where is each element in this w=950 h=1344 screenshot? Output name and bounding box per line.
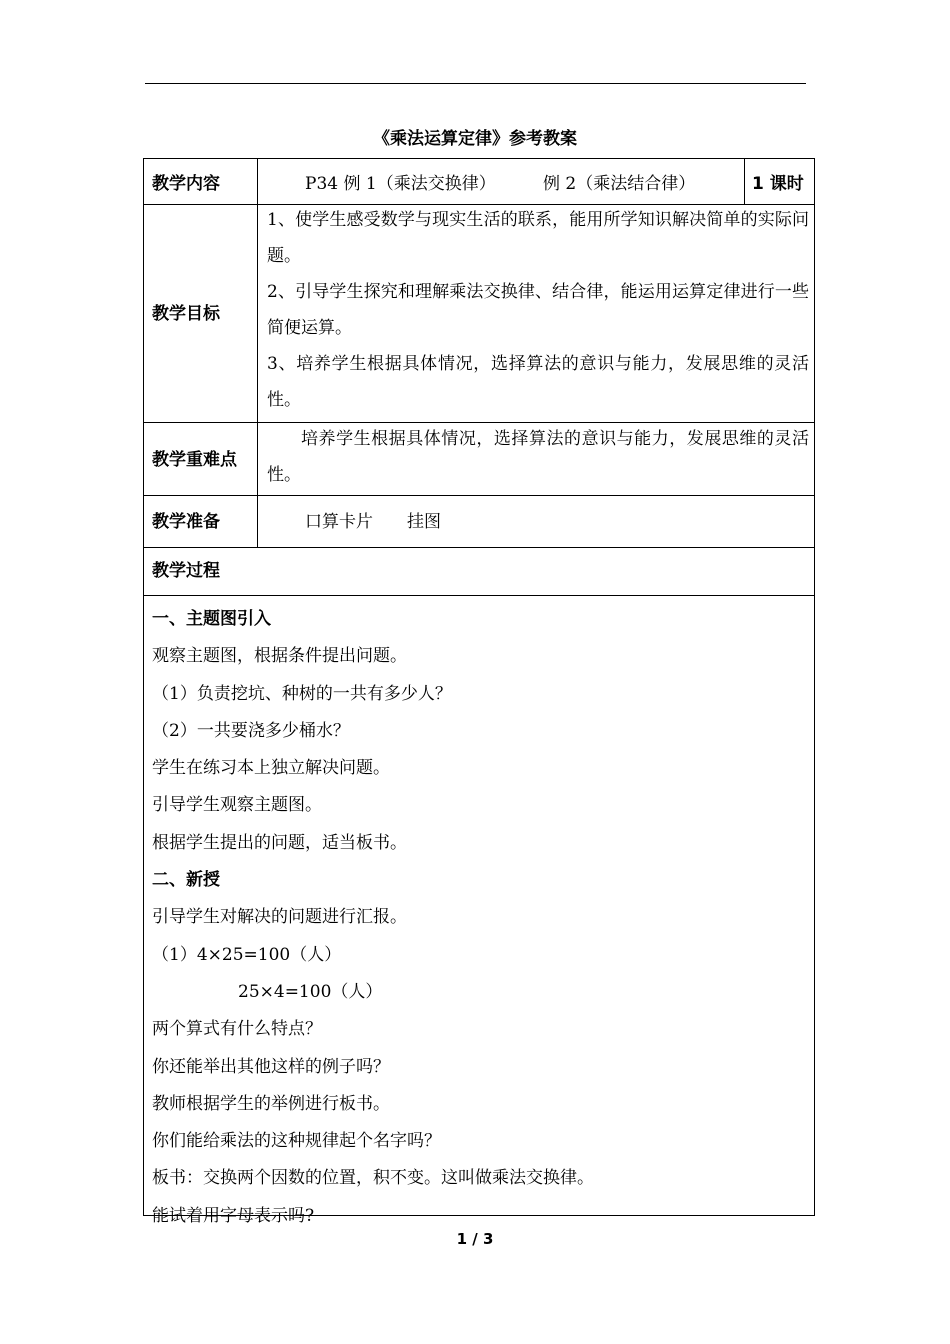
- process-line: 观察主题图，根据条件提出问题。: [152, 646, 407, 667]
- section-heading: 一、主题图引入: [152, 609, 271, 629]
- key-points-text: 培养学生根据具体情况，选择算法的意识与能力，发展思维的灵活性。: [267, 429, 809, 485]
- header-rule: [145, 83, 806, 84]
- column-divider: [744, 159, 745, 204]
- row-divider: [144, 595, 814, 596]
- process-line: 两个算式有什么特点？: [152, 1019, 322, 1040]
- content-example-2: 例 2（乘法结合律）: [543, 174, 696, 194]
- class-hours: 1 课时: [752, 174, 804, 194]
- goal-item: 2、引导学生探究和理解乘法交换律、结合律，能运用运算定律进行一些简便运算。: [267, 282, 809, 338]
- process-line: 引导学生观察主题图。: [152, 795, 322, 816]
- process-line: 你还能举出其他这样的例子吗？: [152, 1056, 390, 1077]
- process-line: 学生在练习本上独立解决问题。: [152, 758, 390, 779]
- process-line: 能试着用字母表示吗?: [152, 1205, 315, 1226]
- key-points-label: 教学重难点: [152, 450, 237, 470]
- process-body: [152, 601, 806, 1235]
- goals-label: 教学目标: [152, 304, 220, 324]
- content-label: 教学内容: [152, 174, 220, 194]
- document-title: 《乘法运算定律》参考教案: [373, 129, 577, 149]
- goal-item: 1、使学生感受数学与现实生活的联系，能用所学知识解决简单的实际问题。: [267, 210, 809, 266]
- section-heading: 二、新授: [152, 870, 220, 891]
- process-line: 你们能给乘法的这种规律起个名字吗？: [152, 1131, 441, 1152]
- row-divider: [144, 547, 814, 548]
- goal-item: 3、培养学生根据具体情况，选择算法的意识与能力，发展思维的灵活性。: [267, 354, 809, 410]
- process-line: （2）一共要浇多少桶水？: [152, 720, 350, 741]
- process-line: 板书：交换两个因数的位置，积不变。这叫做乘法交换律。: [152, 1168, 594, 1189]
- process-label: 教学过程: [152, 561, 220, 581]
- goals-list: [267, 202, 809, 418]
- prep-text: 口算卡片 挂图: [305, 512, 441, 532]
- column-divider: [257, 159, 258, 547]
- process-line: 教师根据学生的举例进行板书。: [152, 1093, 390, 1114]
- content-example-1: P34 例 1（乘法交换律）: [305, 174, 496, 194]
- row-divider: [144, 495, 814, 496]
- process-line: 25×4=100（人）: [238, 981, 383, 1002]
- process-line: （1）4×25=100（人）: [152, 944, 342, 965]
- page-number: 1 / 3: [456, 1230, 494, 1248]
- process-line: 引导学生对解决的问题进行汇报。: [152, 907, 407, 928]
- process-line: （1）负责挖坑、种树的一共有多少人？: [152, 683, 452, 704]
- lesson-plan-table: [143, 158, 815, 1226]
- process-line: 根据学生提出的问题，适当板书。: [152, 832, 407, 853]
- prep-label: 教学准备: [152, 512, 220, 532]
